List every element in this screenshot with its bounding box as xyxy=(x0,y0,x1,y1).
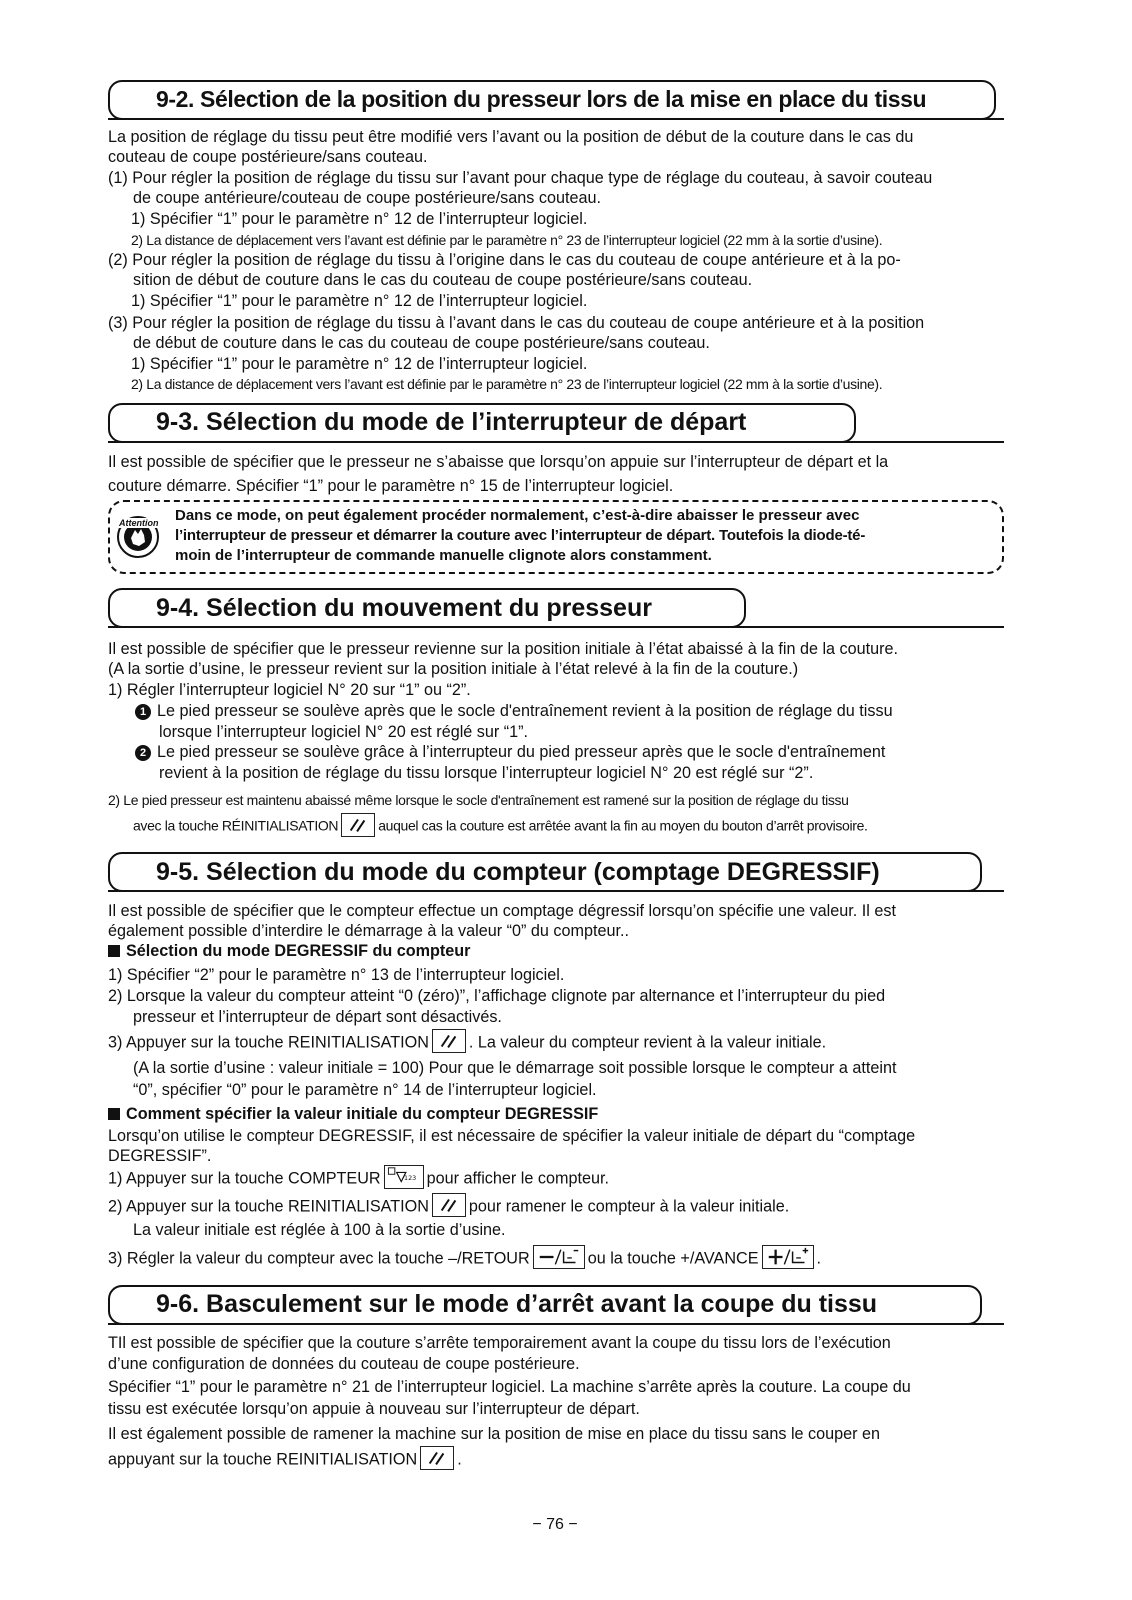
s92-item2-line-1: (2) Pour régler la position de réglage du tissu à l’origine dans le cas du couteau de coupe antérieure et à la po- xyxy=(108,251,901,269)
s92-item1-sub2: 2) La distance de déplacement vers l’avant est définie par le paramètre n° 23 de l’interrupteur logiciel (22 mm à la sortie d’usine). xyxy=(131,232,883,248)
section-9-2-underline xyxy=(108,118,1004,120)
reset-key-icon xyxy=(432,1193,466,1217)
s95-subheading-1: Sélection du mode DEGRESSIF du compteur xyxy=(108,941,470,962)
s95-item-3-line-2: (A la sortie d’usine : valeur initiale = 100) Pour que le démarrage soit possible lorsque le compteur a atteint xyxy=(133,1059,897,1077)
s94-bullet-1-line-1: 1 Le pied presseur se soulève après que le socle d'entraînement revient à la position de réglage du tissu xyxy=(135,701,893,722)
section-9-6-title: 9-6. Basculement sur le mode d’arrêt avant la coupe du tissu xyxy=(156,1290,878,1318)
s95-step-1: 1) Appuyer sur la touche COMPTEUR 123 pour afficher le compteur. xyxy=(108,1167,609,1191)
s92-para-line-1: La position de réglage du tissu peut être modifié vers l’avant ou la position de début de la couture dans le cas du xyxy=(108,128,914,146)
s92-item3-sub2: 2) La distance de déplacement vers l’avant est définie par le paramètre n° 23 de l’interrupteur logiciel (22 mm à la sortie d’usine). xyxy=(131,376,883,392)
s92-item1-line-1: (1) Pour régler la position de réglage du tissu sur l’avant pour chaque type de réglage du couteau, à savoir couteau xyxy=(108,169,933,187)
s95-para2-line-1: Lorsqu’on utilise le compteur DEGRESSIF, il est nécessaire de spécifier la valeur initiale de départ du “comptage xyxy=(108,1127,916,1145)
s95-item-3-line-1: 3) Appuyer sur la touche REINITIALISATION . La valeur du compteur revient à la valeur initiale. xyxy=(108,1031,826,1055)
s94-para-2: (A la sortie d’usine, le presseur revient sur la position initiale à l’état relevé à la fin de la couture.) xyxy=(108,660,799,678)
s96-para3-line-1: Il est également possible de ramener la machine sur la position de mise en place du tissu sans le couper en xyxy=(108,1425,881,1443)
counter-key-icon xyxy=(384,1165,424,1189)
s95-item-3-line-3: “0”, spécifier “0” pour le paramètre n° 14 de l’interrupteur logiciel. xyxy=(133,1081,597,1099)
s96-para1-line-2: d’une configuration de données du couteau de coupe postérieure. xyxy=(108,1355,580,1373)
s95-step-2: 2) Appuyer sur la touche REINITIALISATION pour ramener le compteur à la valeur initiale. xyxy=(108,1195,789,1219)
s94-item-2-line-2: avec la touche RÉINITIALISATION auquel cas la couture est arrêtée avant la fin au moyen du bouton d’arrêt provisoire. xyxy=(133,815,868,839)
s92-para-line-2: couteau de coupe postérieure/sans couteau. xyxy=(108,148,428,166)
page-number: − 76 − xyxy=(532,1516,578,1533)
reset-key-icon xyxy=(420,1446,454,1470)
section-9-3-underline xyxy=(108,441,1004,443)
s92-item1-sub1: 1) Spécifier “1” pour le paramètre n° 12 de l’interrupteur logiciel. xyxy=(131,210,588,228)
s95-item-1: 1) Spécifier “2” pour le paramètre n° 13 de l’interrupteur logiciel. xyxy=(108,966,565,984)
s95-para2-line-2: DEGRESSIF”. xyxy=(108,1147,212,1165)
section-9-4-underline xyxy=(108,626,1004,628)
section-9-2-title: 9-2. Sélection de la position du presseur lors de la mise en place du tissu xyxy=(156,86,927,112)
s92-item3-sub1: 1) Spécifier “1” pour le paramètre n° 12 de l’interrupteur logiciel. xyxy=(131,355,588,373)
section-9-3-title: 9-3. Sélection du mode de l’interrupteur de départ xyxy=(156,408,747,436)
s95-para-line-1: Il est possible de spécifier que le compteur effectue un comptage dégressif lorsqu’on spécifie une valeur. Il est xyxy=(108,902,896,920)
plus-forward-key-icon xyxy=(762,1245,814,1269)
s96-para2-line-1: Spécifier “1” pour le paramètre n° 21 de l’interrupteur logiciel. La machine s’arrête après la couture. La coupe du xyxy=(108,1378,911,1396)
s96-para1-line-1: TIl est possible de spécifier que la couture s’arrête temporairement avant la coupe du tissu lors de l’exécution xyxy=(108,1334,891,1352)
section-9-6-underline xyxy=(108,1323,1004,1325)
s95-item-2-line-2: presseur et l’interrupteur de départ sont désactivés. xyxy=(133,1008,502,1026)
reset-key-icon xyxy=(341,813,375,837)
s92-item2-line-2: sition de début de couture dans le cas du couteau de coupe postérieure/sans couteau. xyxy=(133,271,753,289)
s92-item2-sub1: 1) Spécifier “1” pour le paramètre n° 12 de l’interrupteur logiciel. xyxy=(131,292,588,310)
s94-bullet-2-line-1: 2 Le pied presseur se soulève grâce à l’interrupteur du pied presseur après que le socle d'entraînement xyxy=(135,742,885,763)
s96-para3-line-2: appuyant sur la touche REINITIALISATION . xyxy=(108,1448,462,1472)
minus-return-key-icon xyxy=(533,1245,585,1269)
reset-key-icon xyxy=(432,1029,466,1053)
section-9-5-underline xyxy=(108,890,1004,892)
bullet-2-badge: 2 xyxy=(135,745,151,761)
attention-note-line-1: Dans ce mode, on peut également procéder normalement, c’est-à-dire abaisser le presseur avec xyxy=(175,507,860,524)
attention-note-line-2: l’interrupteur de presseur et démarrer la couture avec l’interrupteur de départ. Toutefois la diode-té- xyxy=(175,527,866,544)
section-9-4-title: 9-4. Sélection du mouvement du presseur xyxy=(156,594,652,622)
s94-para-1: Il est possible de spécifier que le presseur revienne sur la position initiale à l’état abaissé à la fin de la couture. xyxy=(108,640,899,658)
s95-step-3: 3) Régler la valeur du compteur avec la touche –/RETOUR ou la touche +/AVANCE . xyxy=(108,1247,821,1271)
s94-bullet-1-line-2: lorsque l’interrupteur logiciel N° 20 est réglé sur “1”. xyxy=(159,723,529,741)
attention-label: Attention xyxy=(119,518,159,528)
s92-item3-line-2: de début de couture dans le cas du couteau de coupe postérieure/sans couteau. xyxy=(133,334,710,352)
s95-para-line-2: également possible d’interdire le démarrage à la valeur “0” du compteur.. xyxy=(108,922,629,940)
square-bullet-icon xyxy=(108,945,120,957)
s94-bullet-2-line-2: revient à la position de réglage du tissu lorsque l’interrupteur logiciel N° 20 est réglé sur “2”. xyxy=(159,764,814,782)
square-bullet-icon xyxy=(108,1108,120,1120)
s95-subheading-2: Comment spécifier la valeur initiale du compteur DEGRESSIF xyxy=(108,1104,598,1125)
s94-item-2-line-1: 2) Le pied presseur est maintenu abaissé même lorsque le socle d'entraînement est ramené sur la position de réglage du tissu xyxy=(108,792,849,808)
s93-para-line-1: Il est possible de spécifier que le presseur ne s’abaisse que lorsqu’on appuie sur l’interrupteur de départ et la xyxy=(108,453,889,471)
s92-item3-line-1: (3) Pour régler la position de réglage du tissu à l’avant dans le cas du couteau de coupe antérieure et à la position xyxy=(108,314,925,332)
bullet-1-badge: 1 xyxy=(135,704,151,720)
s92-item1-line-2: de coupe antérieure/couteau de coupe postérieure/sans couteau. xyxy=(133,189,601,207)
s93-para-line-2: couture démarre. Spécifier “1” pour le paramètre n° 15 de l’interrupteur logiciel. xyxy=(108,477,674,495)
s96-para2-line-2: tissu est exécutée lorsqu’on appuie à nouveau sur l’interrupteur de départ. xyxy=(108,1400,640,1418)
attention-note-line-3: moin de l’interrupteur de commande manuelle clignote alors constamment. xyxy=(175,547,712,564)
s95-item-2-line-1: 2) Lorsque la valeur du compteur atteint “0 (zéro)”, l’affichage clignote par alternance et l’interrupteur du pied xyxy=(108,987,886,1005)
s95-step-2-note: La valeur initiale est réglée à 100 à la sortie d’usine. xyxy=(133,1221,506,1239)
section-9-5-title: 9-5. Sélection du mode du compteur (comptage DEGRESSIF) xyxy=(156,858,880,886)
s94-item-1: 1) Régler l’interrupteur logiciel N° 20 sur “1” ou “2”. xyxy=(108,681,471,699)
svg-text:123: 123 xyxy=(403,1173,416,1182)
